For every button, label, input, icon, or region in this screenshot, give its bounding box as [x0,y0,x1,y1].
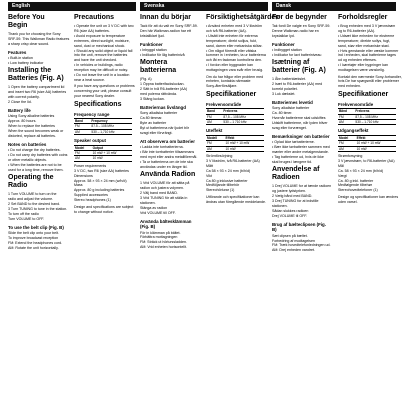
text-line: ud og enheden efterses. [338,58,377,63]
spec-table [206,135,264,152]
table-header-cell: Output [92,145,132,150]
text-line: Strømforsyning [338,154,363,159]
text-line: svagt eller förvrängt. [140,131,173,135]
text-line: Sådan slukkes radioen [272,208,309,213]
sub-heading: Udgangseffekt [338,128,369,134]
text-line: og to R6-batterier (AA). [338,28,376,33]
text-line: Ca. 80 g inkl. batterier [338,178,374,183]
text-line: radion och justera volymen. [140,186,184,191]
text-line: sand, damm eller mekaniska stötar. [206,43,263,48]
text-line: Stereohovedtelefoner (1) [338,188,378,193]
text-line: kristallklart ljud. [140,33,165,38]
text-line: Approx. 80 hours. [8,119,37,124]
sub-heading: Speaker output [74,138,106,144]
text-line: • Do not carry dry batteries with coins [8,153,68,158]
text-line: When the sound becomes weak or [8,129,64,134]
table-cell: FM [338,114,354,119]
text-line: • Bær ikke tørbatterier sammen med [272,145,330,150]
text-line: Vrid VOLUME till OFF. [140,210,176,215]
paragraph [140,181,198,215]
text-line: Hvornår batterierne skal udskiftes [272,116,326,121]
text-line: • Ladda inte torrbatterierna. [140,145,184,150]
text-line: distorted, replace all batteries. [8,134,56,139]
table-cell: AM [206,146,224,151]
text-line: sand, dust or mechanical shock. [74,43,126,48]
text-line: into the unit, remove the batteries [74,53,128,58]
spec-table [338,108,396,125]
text-line: Power requirements [74,163,107,168]
table-row [206,146,264,151]
text-line: Tack för att du valt en Sony SRF-59. [140,24,198,28]
paragraph [8,148,66,173]
text-line: svag eller forvrænget. [272,126,307,131]
section-heading: Använda Radion [140,171,196,179]
text-line: • Indikator for lavt batteriniveau [272,53,322,58]
sub-heading: Uteffekt [206,128,223,134]
sub-heading: Att observera om batterier [140,138,195,144]
text-line: used for a long time, remove them. [8,168,64,173]
paragraph [272,106,330,131]
text-line: • I fordon eller byggnader kan [206,63,254,68]
sub-heading: Brug af bælteclipsen (Fig. B) [272,221,326,233]
text-line: 3 V likström, två R6-batterier (AA) [206,158,260,163]
table-header-cell: Modell [206,135,224,140]
text-line: 3 V jævnstrøm, to R6-batterier (AA) [338,158,395,163]
section-heading: Montera batterierna [140,59,177,75]
text-line: AM: Vrid enheten horisontellt. [140,245,188,250]
text-line: Stänga av radion [140,205,168,210]
table-cell: AM [74,129,90,134]
text-line: 2 Set BAND to the desired band. [8,202,61,207]
text-line: SRF-59. This Walkman Radio features [8,36,70,41]
paragraph [272,48,330,58]
text-line: Vægt [338,173,347,178]
text-line: Kontakt den nærmeste Sony-forhandler, [338,74,402,79]
text-line: Ca 58 × 93 × 24 mm (b/h/d) [206,168,251,173]
sub-heading: Batteriernes levetid [272,100,313,106]
text-line: Sony-återförsäljare. [206,84,238,89]
paragraph [8,192,66,221]
section-heading: Specifications [74,100,122,108]
text-line: extremes, direct sunlight, moisture, [74,38,130,43]
column-dansk-2 [338,14,402,398]
text-line: a sharp crisp clear sound. [8,41,50,46]
text-line: • Tag batterierne ud, hvis de ikke [272,155,324,160]
text-line: Using Sony alkaline batteries [8,114,55,119]
text-line: 3 Stäng luckan. [140,97,165,102]
paragraph [140,48,198,58]
table-cell: AM [338,146,356,151]
paragraph [206,195,264,205]
text-line: användas under en längre tid. [140,164,188,169]
sub-heading: Funktioner [272,41,295,47]
sub-heading: Frekvensområde [338,101,374,107]
column-svenska-2 [206,14,278,398]
paragraph [8,32,70,47]
table-cell: 10 mW [224,146,264,151]
text-line: • Udsæt ikke enheden for ekstreme [338,33,395,38]
text-line: R6 (size AA) batteries. [74,28,110,33]
text-line: kommer in i enheten, ta ur batterierna [206,53,266,58]
text-line: temperaturer, direkt solljus, fukt, [206,38,257,43]
text-line: Ca 80 timmar. [140,116,163,121]
table-cell: AM [206,120,222,125]
text-line: korrekt polaritet. [272,87,298,92]
text-line: • Indikator för låg batterinivå [140,53,185,58]
text-line: • Inbyggd station [140,48,167,53]
table-cell: FM [206,114,222,119]
column-english-1 [8,14,70,398]
paragraph [140,24,198,39]
text-line: 3 V DC, two R6 (size AA) batteries [74,168,129,173]
text-line: • Ta ur batterierna om de inte ska [140,160,193,165]
text-line: Ca. 80 timer. [272,111,293,116]
section-heading: Installing the Batteries (Fig. A) [8,67,64,83]
text-line: FM: Sträck ut hörlurssladden. [140,240,187,245]
text-line: radio and adjust the volume. [8,197,54,202]
text-line: Drej VOLUME til OFF. [272,213,308,218]
text-line: Forbedring af modtagelsen [272,238,315,243]
text-line: and insert two R6 (size AA) batteries [8,90,67,95]
text-line: og justere lydstyrken. [272,189,306,194]
text-line: Stereo headphones (1) [74,198,111,203]
section-heading: Innan du börjar [140,14,191,21]
paragraph [338,74,402,90]
text-line: Turn VOLUME to OFF. [8,216,45,221]
sub-heading: Batteriernas livslängd [140,104,186,110]
text-line: ändras utan föregående meddelande. [206,199,266,204]
text-line: 2 Vælg bånd med BAND. [272,194,313,199]
text-line: • Oplad ikke tørbatterierne. [272,140,315,145]
text-line: Om du har frågor eller problem med [206,74,264,79]
text-line: • Indbygget station [272,48,302,53]
paragraph [338,24,399,73]
paragraph [206,24,264,73]
text-line: • Använd enheten med 3 V likström [206,24,262,28]
sub-heading: To use the belt clip (Fig. B) [8,224,64,230]
table-row [338,146,396,151]
text-line: 2 Sätt in två R6-batterier (AA) [140,87,188,92]
section-heading: Specifikationer [206,90,257,98]
section-heading: Forholdsregler [338,14,388,21]
sub-heading: Funktioner [140,41,163,47]
text-line: uden varsel. [338,199,358,204]
sub-heading: Battery life [8,108,31,114]
spec-table [74,118,132,135]
spec-table [206,108,264,125]
text-line: • Do not charge the dry batteries. [8,148,61,153]
column-dansk-1 [272,14,330,398]
table-cell: 10 mW [356,146,396,151]
text-line: with correct polarity. [8,95,40,100]
paragraph [74,164,132,203]
table-cell: 530 – 1 710 kHz [222,120,264,125]
text-line: Slide the belt clip onto your belt. [8,231,59,236]
text-line: stationen. [140,200,156,205]
table-cell: 87,5 – 108 MHz [354,114,396,119]
text-line: mottagningen vara svår eller brusig. [206,68,264,73]
section-heading: Försiktighetsåtgärder [206,14,278,21]
text-line: Approx. 80 g including batteries [74,188,125,193]
text-line: • Operate the unit on 3 V DC with two [74,24,134,28]
text-line: Mass [74,183,83,188]
text-line: Denne Walkman-radio har en [272,28,319,33]
text-line: Ca 80 g inklusive batterier [206,178,248,183]
text-line: Design and specifications are subject [74,204,134,209]
text-line: • Brug enheden med 3 V jævnstrøm [338,24,396,28]
text-line: • Hvis genstande eller væske kommer [338,48,399,53]
text-line: Stereohörlurar (1) [206,188,235,193]
text-line: krystalklar lyd. [272,33,295,38]
text-line: stationen. [272,204,288,209]
table-cell: 10 mW + 10 mW [356,141,396,146]
text-line: 2 Isæt to R6-batterier (AA) med [272,82,323,87]
paragraph [206,75,264,90]
table-cell: 10 mW + 10 mW [92,151,132,156]
paragraph [74,84,135,99]
table-header-cell: Frequency [90,119,132,124]
text-line: enheten, kontakta närmaste [206,79,251,84]
column-english-2 [74,14,135,398]
table-cell: 10 mW + 10 mW [224,141,264,146]
text-line: Förbättra mottagningen [140,235,178,240]
text-line: • In vehicles or buildings, radio [74,63,123,68]
sub-heading: Notes on batteries [8,142,47,147]
table-cell: 87.5 – 108 MHz [90,124,132,129]
text-line: Mått [206,163,213,168]
language-header-svenska: Svenska [140,2,268,11]
table-row [338,120,396,125]
text-line: 1 Open the battery compartment lid [8,85,65,90]
spec-table [74,145,132,162]
text-line: AM: Drej enheden vandret. [272,248,315,253]
paragraph [272,184,330,218]
text-line: Strömförsörjning [206,154,233,159]
text-line: • Utsätt inte enheten för extrema [206,33,258,38]
text-line: Byt ut batterierna när ljudet blir [140,126,189,131]
table-header-cell: Frekvens [354,109,396,114]
table-cell: FM [338,141,356,146]
text-line: • Om något föremål eller vätska [206,48,257,53]
sub-heading: Bemærkninger om batterier [272,134,330,139]
paragraph [74,205,132,215]
paragraph [206,154,264,193]
table-cell: AM [338,120,354,125]
text-line: to change without notice. [74,209,114,214]
text-line: reception may be difficult or noisy. [74,68,128,73]
text-line: mønter eller andre metalgenstande. [272,150,329,155]
text-line: 1 Drej VOLUME for at tænde radioen [272,184,332,189]
text-line: 2 Close the lid. [8,100,32,105]
spec-table [338,135,396,152]
table-row [74,129,132,134]
sub-heading: Frequency range [74,111,110,117]
paragraph [338,154,396,193]
text-line: or other metallic objects. [8,158,47,163]
paragraph [74,24,132,83]
text-line: Mål [338,163,344,168]
text-line: med polerna rättvända. [140,92,177,97]
table-header-cell: Model [338,135,356,140]
section-heading: Specifikationer [338,90,389,98]
table-cell: FM [206,141,224,146]
table-header-cell: Model [74,145,92,150]
section-heading: Operating the Radio [8,174,54,190]
section-heading: Anvendelse af Radioen [272,166,320,182]
paragraph [140,145,198,170]
text-line: 1 Öppna batterifacksluckan. [140,82,185,87]
paragraph [140,111,198,136]
paragraph [8,114,66,139]
text-line: concerning your unit, please consult [74,89,132,94]
text-line: ind i enheden, skal batterierne tages [338,53,396,58]
text-line: FM: Extend the headphones cord. [8,241,63,246]
text-line: modtagelsen være vanskelig. [338,68,385,73]
text-line: sand, støv eller mekaniske stød. [338,43,390,48]
table-cell: 87,5 – 108 MHz [222,114,264,119]
text-line: 1 Åbn batteridækslet. [272,77,306,82]
paragraph [272,77,330,97]
table-cell: 530 – 1.710 kHz [354,120,396,125]
table-cell: FM [74,124,90,129]
table-cell: AM [74,156,92,161]
text-line: (Fig. A) [140,77,152,82]
table-header-cell: Frekvens [222,109,264,114]
paragraph [140,231,198,251]
text-line: AM: Rotate the unit horizontally. [8,246,59,250]
text-line: • Built-in station [8,56,33,61]
text-line: med enheden. [338,84,361,89]
text-line: Udskift batterierne, når lyden bliver [272,121,328,126]
text-line: Sæt clipsen på bæltet. [272,233,308,238]
table-header-cell: Band [206,109,222,114]
text-line: your nearest Sony dealer. [74,94,115,99]
text-line: If you have any questions or problems [74,84,135,89]
text-line: 3 Drej TUNING for at indstille [272,199,319,204]
language-header-dansk: Dansk [272,2,396,11]
text-line: Vikt [206,173,212,178]
table-cell: 530 – 1,710 kHz [90,129,132,134]
table-cell: 10 mW [92,156,132,161]
text-line: Sony alkaliske batterier [272,106,310,111]
paragraph [8,56,66,66]
sub-heading: Frekvensområde [206,101,242,107]
text-line: med mynt eller andra metallföremål. [140,155,198,160]
text-line: För in klämman på bältet. [140,230,181,235]
text-line: Tak fordi De valgte en Sony SRF-59. [272,24,331,28]
text-line: 2 Välj band med BAND. [140,191,178,196]
text-line: Supplied accessories [74,193,108,198]
text-line: Design og specifikationer kan ændres [338,194,399,199]
text-line: Sony alkaliska batterier [140,111,178,116]
table-row [206,120,264,125]
text-line: • Should any solid object or liquid fall [74,48,133,53]
text-line: • Bär inte torrbatterier tillsammans [140,150,195,155]
text-line: och två R6-batterier (AA). [206,28,247,33]
text-line: 1 Turn VOLUME to turn on the [8,192,57,197]
section-heading: Isætning af batterier (Fig. A) [272,59,326,75]
language-header-english: English [8,2,136,11]
text-line: skal bruges i længere tid. [272,160,313,165]
text-line: When to replace the batteries [8,124,55,129]
table-cell: FM [74,151,92,156]
text-line: 3 Turn TUNING to tune in the station. [8,207,68,212]
text-line: near a heat source. [74,77,105,82]
table-header-cell: Bånd [338,109,354,114]
text-line: temperaturer, direkte sollys, fugt, [338,38,391,43]
section-heading: Before You Begin [8,14,45,29]
text-line: 1 Vrid VOLUME för att sätta på [140,181,190,186]
column-svenska-1 [140,14,198,398]
paragraph [272,140,330,165]
sub-heading: Features [8,49,27,55]
text-line: Medfølgende tilbehør [338,183,372,188]
text-line: • Do not leave the unit in a location [74,73,130,78]
paragraph [8,231,66,251]
text-line: Byte av batterier [140,121,167,126]
paragraph [272,24,330,39]
table-header-cell: Band [74,119,90,124]
text-line: Approx. 58 × 93 × 24 mm (w/h/d) [74,178,127,183]
section-heading: Precautions [74,14,115,21]
table-header-cell: Effekt [224,135,264,140]
text-line: Thank you for choosing the Sony [8,32,61,36]
text-line: 3 Vrid TUNING för att ställa in [140,196,188,201]
sub-heading: Använda bältesklämman (Fig. B) [140,218,192,230]
text-line: 3 Luk dækslet. [272,92,296,97]
text-line: • Low battery indicator [8,61,44,66]
text-line: Dimensions [74,173,93,178]
text-line: Utförande och specifikationer kan [206,194,260,199]
text-line: hvis De har spørgsmål eller problemer [338,79,399,84]
text-line: Medföljande tillbehör [206,183,240,188]
text-line: To improve broadcast reception [8,236,59,241]
table-header-cell: Effekt [356,135,396,140]
paragraph [272,234,330,254]
table-row [74,156,132,161]
text-line: och låt en fackman kontrollera den. [206,58,262,63]
text-line: • Avoid exposure to temperature [74,33,126,38]
text-line: • When the batteries are not to be [8,163,62,168]
text-line: Den här Walkman-radion har ett [140,28,192,33]
text-line: Ca. 58 × 93 × 24 mm (b/h/d) [338,168,384,173]
section-heading: Før de begynder [272,14,327,21]
text-line: FM: Træk hovedtelefonledningen ud. [272,243,331,248]
text-line: • I køretøjer eller bygninger kan [338,63,388,68]
text-line: and have the unit checked. [74,58,117,63]
paragraph [140,77,198,102]
text-line: To turn off the radio [8,212,39,217]
paragraph [8,85,66,105]
paragraph [338,194,399,205]
